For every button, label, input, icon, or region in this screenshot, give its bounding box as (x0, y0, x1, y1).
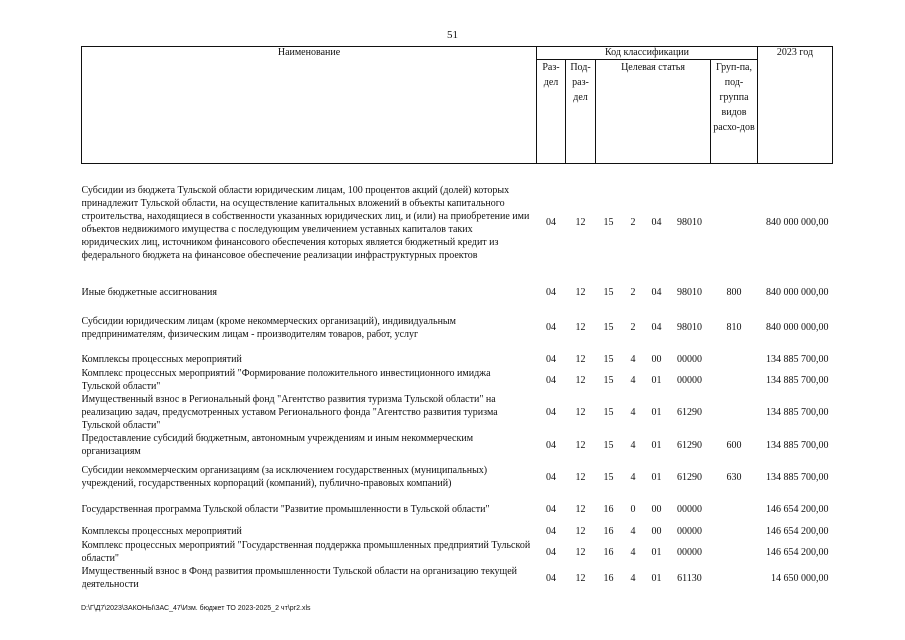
row-podrazdel: 12 (575, 525, 586, 537)
row-podrazdel: 12 (575, 407, 586, 418)
row-expense-type (711, 539, 758, 565)
row-target-program: 16 (603, 546, 614, 558)
row-name: Комплексы процессных мероприятий (81, 353, 242, 365)
row-expense-type (711, 565, 758, 591)
row-target-event: 01 (651, 374, 662, 386)
table-row (82, 351, 833, 367)
row-target-event: 01 (651, 439, 662, 451)
row-amount: 134 885 700,00 (766, 471, 829, 483)
row-target-event: 04 (651, 287, 662, 298)
row-razdel: 04 (546, 504, 556, 515)
row-target-event: 01 (651, 546, 662, 558)
table-row (82, 523, 833, 539)
table-row (82, 458, 833, 496)
row-amount: 146 654 200,00 (766, 525, 829, 537)
row-target-program: 15 (603, 287, 614, 298)
row-expense-type (711, 351, 758, 367)
row-name: Субсидии юридическим лицам (кроме некоммерческих организаций), индивидуальным предпринимателям, физическим лицам - производителям товаров, работ, услуг (81, 315, 456, 340)
header-podrazdel: Под-раз-дел (566, 60, 596, 164)
row-expense-type: 630 (726, 471, 742, 483)
row-target-event: 01 (651, 572, 662, 584)
row-target-direction: 98010 (677, 322, 702, 333)
row-target-event: 04 (651, 217, 662, 228)
row-expense-type: 600 (726, 439, 742, 451)
row-target-event: 04 (651, 322, 662, 333)
row-podrazdel: 12 (575, 353, 586, 365)
row-target-subprogram: 2 (630, 322, 636, 333)
row-expense-type: 800 (726, 287, 742, 298)
row-target-event: 00 (651, 504, 662, 515)
row-spacer (82, 164, 833, 172)
row-target-subprogram: 4 (630, 525, 636, 537)
file-path: D:\Г\Д7\2023\ЗАКОНЫ\ЗАС_47\Изм. бюджет ТО 2023-2025_2 чт\рг2.xls (81, 605, 311, 612)
row-razdel: 04 (546, 525, 556, 537)
row-amount: 840 000 000,00 (766, 217, 829, 228)
row-amount: 146 654 200,00 (766, 546, 829, 558)
row-podrazdel: 12 (575, 217, 586, 228)
row-spacer (82, 344, 833, 351)
row-amount: 840 000 000,00 (766, 287, 829, 298)
row-razdel: 04 (546, 322, 556, 333)
row-name: Комплекс процессных мероприятий "Государственная поддержка промышленных предприятий Тульской области" (81, 540, 531, 564)
row-podrazdel: 12 (575, 374, 586, 386)
table-row (82, 367, 833, 393)
row-expense-type (711, 171, 758, 274)
row-spacer-cell (82, 164, 833, 172)
row-target-program: 15 (603, 439, 614, 451)
row-target-subprogram: 4 (630, 471, 636, 483)
row-amount: 134 885 700,00 (766, 374, 829, 386)
table-row (82, 539, 833, 565)
row-target-program: 15 (603, 217, 614, 228)
row-podrazdel: 12 (575, 546, 586, 558)
row-amount: 840 000 000,00 (766, 322, 829, 333)
row-razdel: 04 (546, 353, 556, 365)
page-number: 51 (447, 29, 458, 41)
header-name: Наименование (82, 47, 537, 164)
row-amount: 134 885 700,00 (766, 353, 829, 365)
row-spacer-cell (82, 304, 833, 311)
row-amount: 14 650 000,00 (771, 572, 829, 584)
row-target-event: 01 (651, 407, 662, 418)
row-target-subprogram: 4 (630, 353, 636, 365)
row-target-direction: 98010 (677, 217, 702, 228)
row-target-subprogram: 2 (630, 287, 636, 298)
row-podrazdel: 12 (575, 572, 586, 584)
row-target-program: 15 (603, 353, 614, 365)
budget-table (81, 46, 833, 591)
row-target-direction: 61290 (677, 439, 702, 451)
row-target-direction: 61130 (677, 572, 702, 584)
row-razdel: 04 (546, 572, 556, 584)
row-name: Имущественный взнос в Региональный фонд "Агентство развития туризма Тульской области" на реализацию задач, предусмотренных уставом Регионального фонда "Агентство развития туризма Тульской области" (81, 394, 498, 431)
row-razdel: 04 (546, 217, 556, 228)
row-expense-type (711, 496, 758, 523)
row-target-direction: 00000 (677, 546, 702, 558)
row-target-direction: 98010 (677, 287, 702, 298)
row-razdel: 04 (546, 471, 556, 483)
header-year: 2023 год (758, 47, 833, 164)
header-target: Целевая статья (596, 60, 711, 164)
row-spacer (82, 274, 833, 281)
table-row (82, 281, 833, 304)
row-target-subprogram: 2 (630, 217, 636, 228)
row-target-program: 16 (603, 525, 614, 537)
row-razdel: 04 (546, 546, 556, 558)
row-expense-type: 810 (726, 322, 742, 333)
row-target-subprogram: 4 (630, 439, 636, 451)
row-podrazdel: 12 (575, 287, 586, 298)
row-name: Имущественный взнос в Фонд развития промышленности Тульской области на организацию текущей деятельности (81, 566, 518, 590)
table-body (82, 164, 833, 592)
row-target-program: 15 (603, 374, 614, 386)
row-target-subprogram: 4 (630, 407, 636, 418)
row-name: Комплекс процессных мероприятий "Формирование положительного инвестиционного имиджа Тульской области" (81, 368, 491, 392)
table-row (82, 432, 833, 458)
header-code-group: Код классификации (537, 47, 758, 60)
table-row (82, 565, 833, 591)
table-row (82, 393, 833, 432)
row-target-event: 01 (651, 471, 662, 483)
row-target-subprogram: 4 (630, 546, 636, 558)
row-expense-type (711, 523, 758, 539)
row-target-direction: 00000 (677, 525, 702, 537)
row-amount: 146 654 200,00 (766, 504, 829, 515)
row-target-event: 00 (651, 353, 662, 365)
row-name: Государственная программа Тульской области "Развитие промышленности в Тульской области" (81, 504, 490, 515)
row-name: Субсидии из бюджета Тульской области юридическим лицам, 100 процентов акций (долей) которых принадлежит Тульской области, на осуществление капитальных вложений в объекты капитального строительства, находящиеся в собственности указанных юридических лиц, и (или) на приобретение ими объектов недвижимого имущества с последующим увеличением уставных капиталов таких юридических лиц, источником финансового обеспечения которых является бюджетный кредит из федерального бюджета на финансовое обеспечение реализации инфраструктурных проектов (81, 184, 530, 261)
row-name: Иные бюджетные ассигнования (81, 287, 217, 298)
row-name: Субсидии некоммерческим организациям (за исключением государственных (муниципальных) учреждений, государственных корпораций (компаний), публично-правовых компаний) (81, 465, 488, 489)
row-spacer-cell (82, 274, 833, 281)
row-target-direction: 61290 (677, 407, 702, 418)
row-razdel: 04 (546, 374, 556, 386)
row-target-program: 16 (603, 572, 614, 584)
row-podrazdel: 12 (575, 504, 586, 515)
header-razdel: Раз-дел (537, 60, 566, 164)
row-podrazdel: 12 (575, 439, 586, 451)
row-target-subprogram: 0 (630, 504, 636, 515)
row-razdel: 04 (546, 407, 556, 418)
row-expense-type (711, 393, 758, 432)
table-row (82, 171, 833, 274)
row-amount: 134 885 700,00 (766, 439, 829, 451)
row-target-program: 15 (603, 322, 614, 333)
row-razdel: 04 (546, 439, 556, 451)
row-spacer (82, 304, 833, 311)
row-target-program: 16 (603, 504, 614, 515)
row-target-direction: 00000 (677, 504, 702, 515)
row-target-direction: 00000 (677, 353, 702, 365)
row-target-event: 00 (651, 525, 662, 537)
row-target-subprogram: 4 (630, 572, 636, 584)
row-amount: 134 885 700,00 (766, 407, 829, 418)
row-razdel: 04 (546, 287, 556, 298)
row-podrazdel: 12 (575, 471, 586, 483)
row-name: Комплексы процессных мероприятий (81, 525, 242, 537)
table-row (82, 311, 833, 344)
row-target-direction: 00000 (677, 374, 702, 386)
row-target-direction: 61290 (677, 471, 702, 483)
row-target-program: 15 (603, 407, 614, 418)
row-target-program: 15 (603, 471, 614, 483)
row-podrazdel: 12 (575, 322, 586, 333)
header-vid: Груп-па, под-группа видов расхо-дов (711, 60, 758, 164)
row-expense-type (711, 367, 758, 393)
row-name: Предоставление субсидий бюджетным, автономным учреждениям и иным некоммерческим организациям (81, 433, 474, 457)
row-spacer-cell (82, 344, 833, 351)
row-target-subprogram: 4 (630, 374, 636, 386)
table-row (82, 496, 833, 523)
